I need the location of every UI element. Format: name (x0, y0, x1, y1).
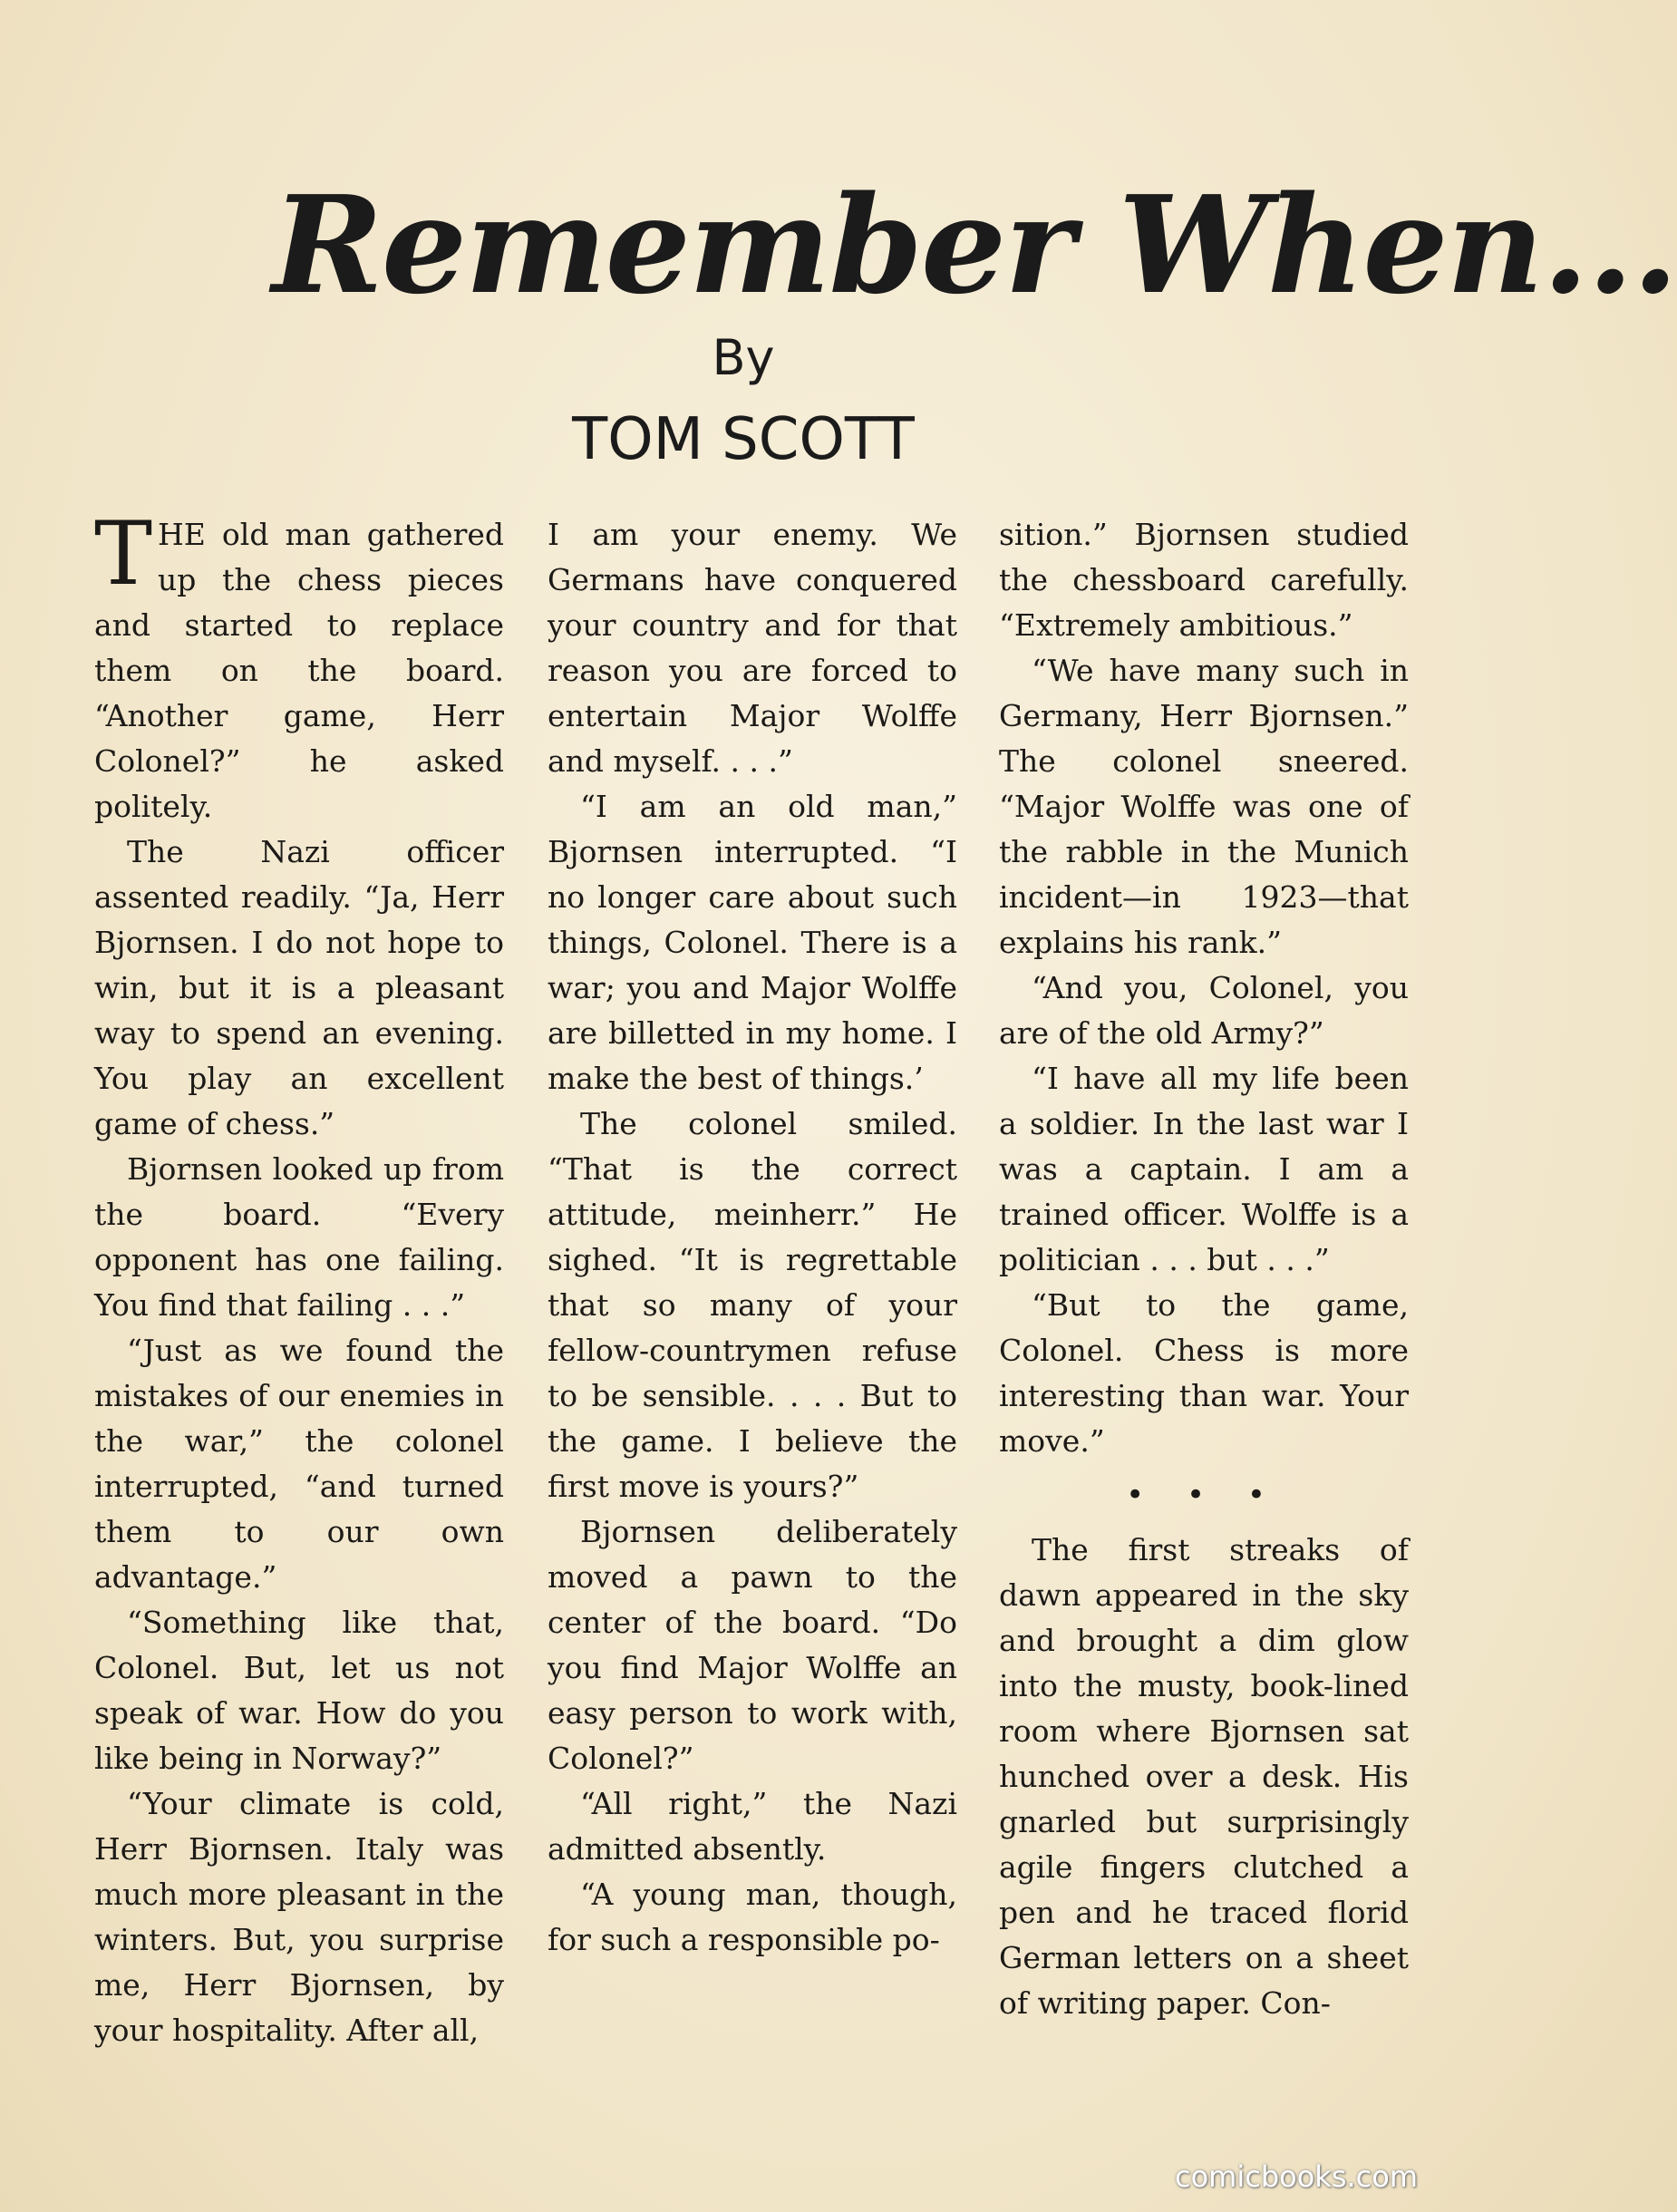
paragraph: “But to the game, Colonel. Chess is more interesting than war. Your move.” (999, 1287, 1409, 1459)
text-column-1 (94, 503, 504, 2053)
paragraph: The Nazi officer assented readily. “Ja, Herr Bjornsen. I do not hope to win, but it is a pleasant way to spend an evening. You play an excellent game of chess.” (94, 834, 504, 1141)
watermark: comicbooks.com (1174, 2159, 1418, 2194)
paragraph: “A young man, though, for such a responsible po- (548, 1877, 957, 1957)
paragraph: Bjornsen looked up from the board. “Every opponent has one failing. You find that failing . . .” (94, 1151, 504, 1323)
byline: By (712, 329, 775, 386)
section-separator: • • • (1126, 1477, 1282, 1513)
paragraph: Bjornsen deliberately moved a pawn to the center of the board. “Do you find Major Wolffe an easy person to work with, Colonel?” (548, 1514, 957, 1776)
paragraph: THE old man gathered up the chess pieces and started to replace them on the board. “Another game, Herr Colonel?” he asked politely. (94, 503, 504, 824)
paragraph: “I have all my life been a soldier. In the last war I was a captain. I am a trained officer. Wolffe is a politician . . . but . . .” (999, 1061, 1409, 1277)
paragraph: The first streaks of dawn appeared in the sky and brought a dim glow into the musty, book-lined room where Bjornsen sat hunched over a desk. His gnarled but surprisingly agile fingers clutched a pen and he traced florid German letters on a sheet of writing paper. Con- (999, 1532, 1409, 2021)
paragraph: The colonel smiled. “That is the correct attitude, meinherr.” He sighed. “It is regrettable that so many of your fellow-countrymen refuse to be sensible. . . . But to the game. I believe the first move is yours?” (548, 1106, 957, 1504)
author-name: TOM SCOTT (572, 406, 915, 473)
paragraph: “I am an old man,” Bjornsen interrupted. “I no longer care about such things, Colonel. There is a war; you and Major Wolffe are billetted in my home. I make the best of things.’ (548, 789, 957, 1096)
paragraph: sition.” Bjornsen studied the chessboard carefully. “Extremely ambitious.” (999, 517, 1409, 643)
story-title: Remember When... (272, 166, 1677, 324)
paragraph: “We have many such in Germany, Herr Bjornsen.” The colonel sneered. “Major Wolffe was one of the rabble in the Munich incident—in 1923—that explains his rank.” (999, 653, 1409, 960)
paragraph: “All right,” the Nazi admitted absently. (548, 1786, 957, 1867)
text-column-2 (548, 512, 957, 1963)
drop-cap: T (94, 503, 153, 605)
paragraph: “Your climate is cold, Herr Bjornsen. Italy was much more pleasant in the winters. But, you surprise me, Herr Bjornsen, by your hospitality. After all, (94, 1786, 504, 2048)
paragraph: “Just as we found the mistakes of our enemies in the war,” the colonel interrupted, “and turned them to our own advantage.” (94, 1333, 504, 1595)
paragraph: “Something like that, Colonel. But, let us not speak of war. How do you like being in Norway?” (94, 1605, 504, 1776)
paragraph: “And you, Colonel, you are of the old Army?” (999, 970, 1409, 1051)
paragraph: I am your enemy. We Germans have conquered your country and for that reason you are forced to entertain Major Wolffe and myself. . . .” (548, 517, 957, 779)
text-column-3 (999, 512, 1409, 2026)
